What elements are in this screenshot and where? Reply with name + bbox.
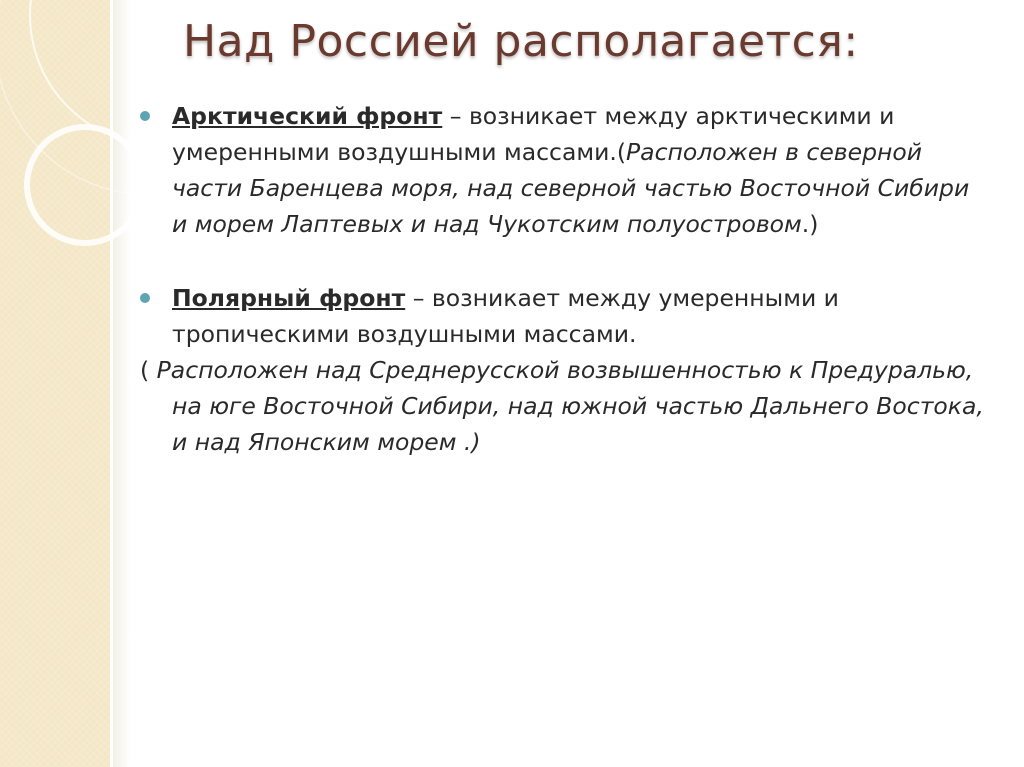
slide-title: Над Россией располагается:	[183, 16, 859, 67]
polar-front-location: Расположен над Среднерусской возвышенностью к Предуралью, на юге Восточной Сибири, над южной частью Дальнего Востока, и над Японским морем .)	[156, 356, 984, 456]
bullet-dot-icon	[140, 293, 150, 303]
bullet-dot-icon	[140, 111, 150, 121]
bullet-arctic-front	[140, 98, 990, 242]
bullet-polar-front	[140, 280, 990, 352]
slide-body	[140, 98, 990, 460]
arctic-front-tail: .)	[801, 210, 819, 238]
polar-front-location-note	[140, 352, 990, 460]
arctic-front-location: Расположен в северной части Баренцева моря, над северной частью Восточной Сибири и морем Лаптевых и над Чукотским полуостровом	[172, 138, 970, 238]
polar-front-definition: – возникает между умеренными и тропическими воздушными массами.	[172, 284, 839, 348]
term-polar-front: Полярный фронт	[172, 284, 406, 312]
note-open-paren: (	[140, 356, 157, 384]
term-arctic-front: Арктический фронт	[172, 102, 443, 130]
arctic-front-definition: – возникает между арктическими и умеренными воздушными массами.(	[172, 102, 895, 166]
